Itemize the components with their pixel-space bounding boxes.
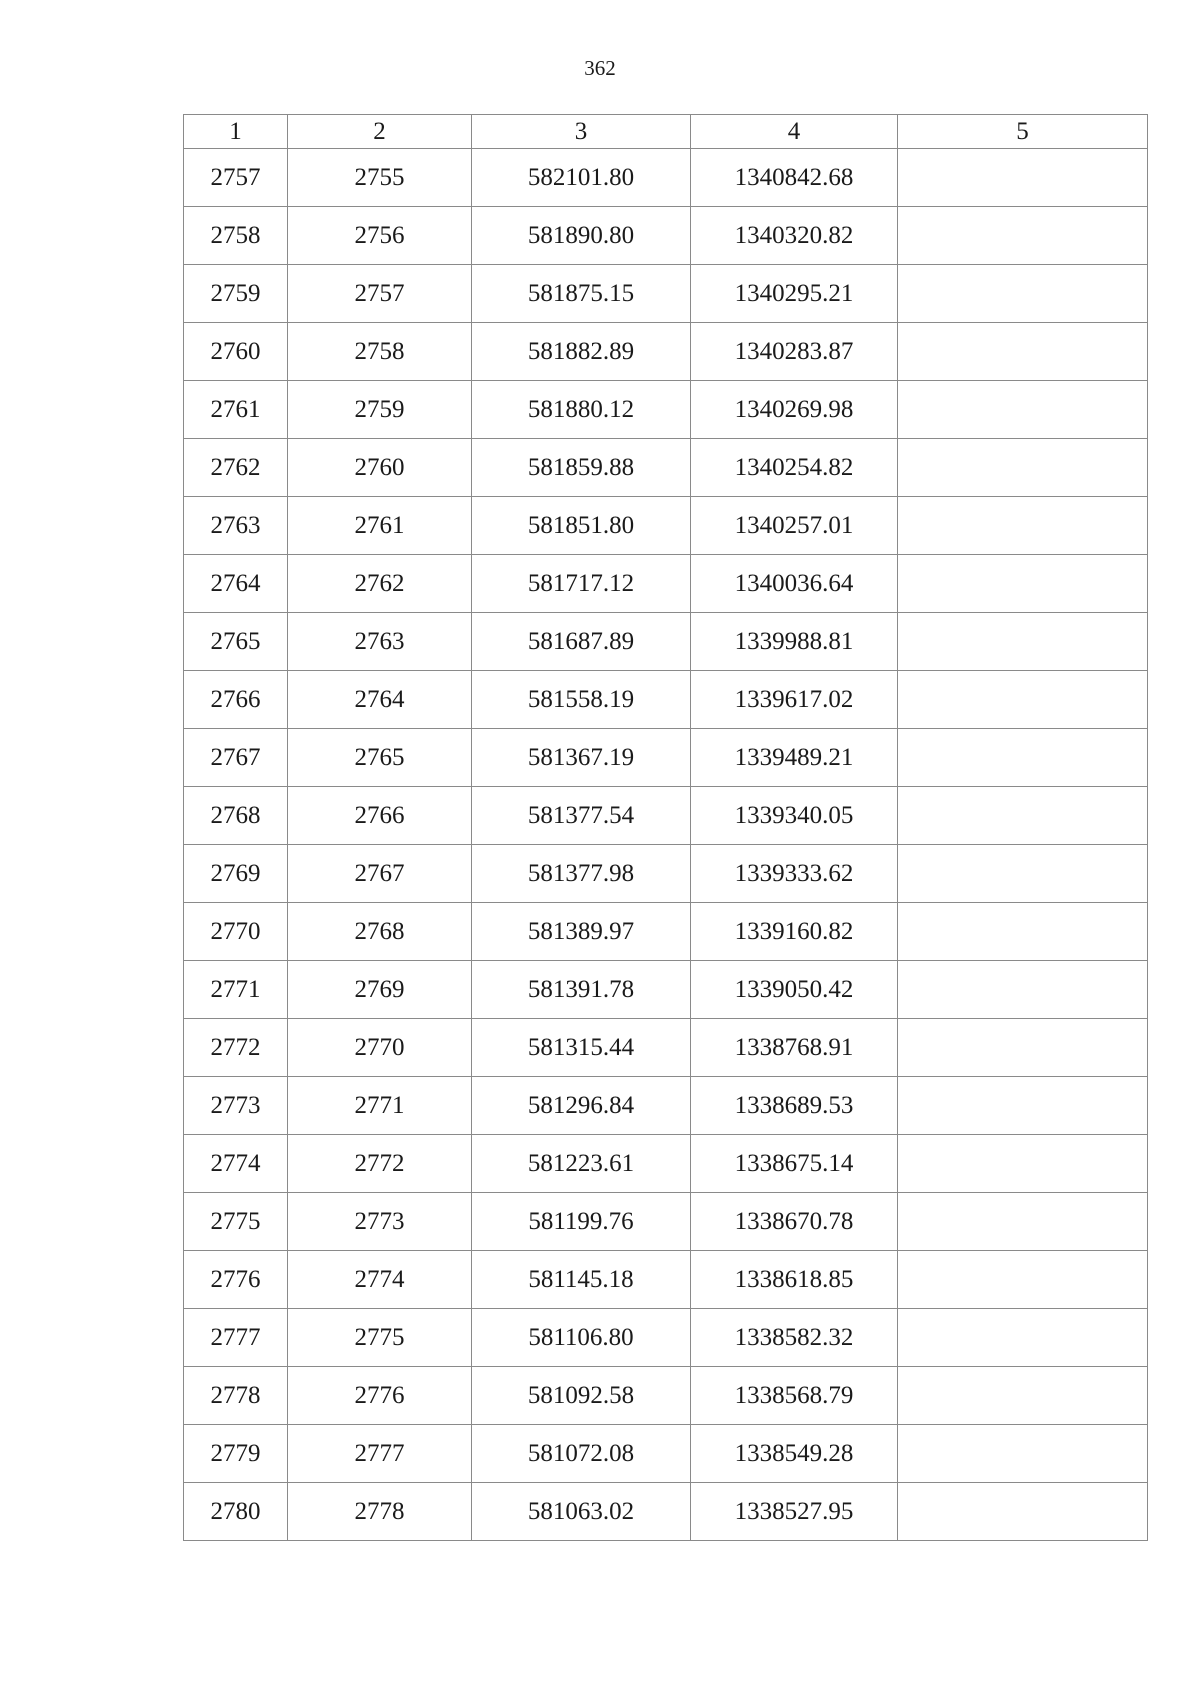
cell-point-number: 2771 <box>184 961 288 1019</box>
cell-point-number: 2773 <box>184 1077 288 1135</box>
cell-point-number: 2764 <box>184 555 288 613</box>
cell-ref-number: 2775 <box>288 1309 472 1367</box>
cell-note <box>898 729 1148 787</box>
cell-point-number: 2760 <box>184 323 288 381</box>
cell-ref-number: 2757 <box>288 265 472 323</box>
cell-point-number: 2779 <box>184 1425 288 1483</box>
table-row <box>184 845 1148 903</box>
cell-y-coordinate: 1339050.42 <box>691 961 898 1019</box>
table-row <box>184 1077 1148 1135</box>
cell-ref-number: 2766 <box>288 787 472 845</box>
cell-x-coordinate: 581223.61 <box>472 1135 691 1193</box>
cell-point-number: 2770 <box>184 903 288 961</box>
column-header-5: 5 <box>898 115 1148 149</box>
table-row <box>184 903 1148 961</box>
cell-note <box>898 1483 1148 1541</box>
table-row <box>184 381 1148 439</box>
cell-point-number: 2777 <box>184 1309 288 1367</box>
cell-x-coordinate: 581391.78 <box>472 961 691 1019</box>
cell-x-coordinate: 581072.08 <box>472 1425 691 1483</box>
cell-note <box>898 555 1148 613</box>
cell-point-number: 2778 <box>184 1367 288 1425</box>
cell-note <box>898 381 1148 439</box>
cell-y-coordinate: 1339333.62 <box>691 845 898 903</box>
cell-x-coordinate: 581145.18 <box>472 1251 691 1309</box>
table-row <box>184 1309 1148 1367</box>
cell-ref-number: 2761 <box>288 497 472 555</box>
cell-note <box>898 903 1148 961</box>
cell-x-coordinate: 581851.80 <box>472 497 691 555</box>
cell-note <box>898 1077 1148 1135</box>
cell-x-coordinate: 581092.58 <box>472 1367 691 1425</box>
cell-ref-number: 2777 <box>288 1425 472 1483</box>
cell-y-coordinate: 1338675.14 <box>691 1135 898 1193</box>
cell-ref-number: 2769 <box>288 961 472 1019</box>
cell-x-coordinate: 581859.88 <box>472 439 691 497</box>
table-row <box>184 961 1148 1019</box>
page-number: 362 <box>584 56 616 80</box>
table-header <box>184 115 1148 149</box>
cell-note <box>898 265 1148 323</box>
cell-y-coordinate: 1339988.81 <box>691 613 898 671</box>
table-body <box>184 149 1148 1541</box>
cell-note <box>898 1019 1148 1077</box>
cell-point-number: 2775 <box>184 1193 288 1251</box>
cell-y-coordinate: 1339617.02 <box>691 671 898 729</box>
coordinates-table <box>183 114 1148 1541</box>
table-row <box>184 265 1148 323</box>
column-header-1: 1 <box>184 115 288 149</box>
table-row <box>184 787 1148 845</box>
cell-note <box>898 1309 1148 1367</box>
cell-ref-number: 2758 <box>288 323 472 381</box>
column-header-4: 4 <box>691 115 898 149</box>
cell-x-coordinate: 581106.80 <box>472 1309 691 1367</box>
cell-y-coordinate: 1339489.21 <box>691 729 898 787</box>
cell-point-number: 2772 <box>184 1019 288 1077</box>
cell-note <box>898 787 1148 845</box>
cell-ref-number: 2772 <box>288 1135 472 1193</box>
cell-ref-number: 2764 <box>288 671 472 729</box>
cell-point-number: 2774 <box>184 1135 288 1193</box>
table-row <box>184 1483 1148 1541</box>
cell-note <box>898 961 1148 1019</box>
cell-point-number: 2769 <box>184 845 288 903</box>
cell-point-number: 2759 <box>184 265 288 323</box>
cell-note <box>898 613 1148 671</box>
cell-point-number: 2776 <box>184 1251 288 1309</box>
cell-ref-number: 2768 <box>288 903 472 961</box>
cell-x-coordinate: 581875.15 <box>472 265 691 323</box>
cell-y-coordinate: 1338670.78 <box>691 1193 898 1251</box>
cell-y-coordinate: 1340257.01 <box>691 497 898 555</box>
cell-note <box>898 1251 1148 1309</box>
cell-y-coordinate: 1338689.53 <box>691 1077 898 1135</box>
cell-note <box>898 671 1148 729</box>
cell-ref-number: 2763 <box>288 613 472 671</box>
table-row <box>184 323 1148 381</box>
cell-x-coordinate: 581367.19 <box>472 729 691 787</box>
cell-ref-number: 2765 <box>288 729 472 787</box>
table-row <box>184 439 1148 497</box>
cell-x-coordinate: 581882.89 <box>472 323 691 381</box>
cell-x-coordinate: 581890.80 <box>472 207 691 265</box>
cell-x-coordinate: 582101.80 <box>472 149 691 207</box>
cell-y-coordinate: 1340283.87 <box>691 323 898 381</box>
table-row <box>184 1193 1148 1251</box>
cell-ref-number: 2771 <box>288 1077 472 1135</box>
cell-ref-number: 2773 <box>288 1193 472 1251</box>
cell-note <box>898 497 1148 555</box>
header-row <box>184 115 1148 149</box>
cell-note <box>898 1425 1148 1483</box>
cell-y-coordinate: 1340036.64 <box>691 555 898 613</box>
cell-note <box>898 845 1148 903</box>
cell-point-number: 2767 <box>184 729 288 787</box>
cell-y-coordinate: 1339340.05 <box>691 787 898 845</box>
cell-ref-number: 2778 <box>288 1483 472 1541</box>
table-row <box>184 207 1148 265</box>
cell-y-coordinate: 1338768.91 <box>691 1019 898 1077</box>
cell-x-coordinate: 581377.98 <box>472 845 691 903</box>
table-row <box>184 1425 1148 1483</box>
cell-point-number: 2758 <box>184 207 288 265</box>
cell-note <box>898 1367 1148 1425</box>
cell-x-coordinate: 581717.12 <box>472 555 691 613</box>
cell-ref-number: 2776 <box>288 1367 472 1425</box>
table-row <box>184 671 1148 729</box>
cell-point-number: 2757 <box>184 149 288 207</box>
cell-note <box>898 1135 1148 1193</box>
cell-point-number: 2763 <box>184 497 288 555</box>
table-row <box>184 1367 1148 1425</box>
cell-point-number: 2761 <box>184 381 288 439</box>
cell-x-coordinate: 581377.54 <box>472 787 691 845</box>
cell-note <box>898 323 1148 381</box>
cell-note <box>898 207 1148 265</box>
table-row <box>184 613 1148 671</box>
cell-x-coordinate: 581199.76 <box>472 1193 691 1251</box>
cell-note <box>898 1193 1148 1251</box>
cell-y-coordinate: 1338568.79 <box>691 1367 898 1425</box>
cell-point-number: 2768 <box>184 787 288 845</box>
cell-y-coordinate: 1338582.32 <box>691 1309 898 1367</box>
cell-ref-number: 2759 <box>288 381 472 439</box>
table-row <box>184 1019 1148 1077</box>
cell-y-coordinate: 1340269.98 <box>691 381 898 439</box>
cell-ref-number: 2760 <box>288 439 472 497</box>
cell-y-coordinate: 1340842.68 <box>691 149 898 207</box>
column-header-3: 3 <box>472 115 691 149</box>
cell-point-number: 2765 <box>184 613 288 671</box>
cell-x-coordinate: 581063.02 <box>472 1483 691 1541</box>
cell-point-number: 2766 <box>184 671 288 729</box>
cell-x-coordinate: 581880.12 <box>472 381 691 439</box>
cell-ref-number: 2762 <box>288 555 472 613</box>
cell-point-number: 2780 <box>184 1483 288 1541</box>
cell-y-coordinate: 1340295.21 <box>691 265 898 323</box>
cell-y-coordinate: 1338549.28 <box>691 1425 898 1483</box>
cell-ref-number: 2767 <box>288 845 472 903</box>
cell-x-coordinate: 581315.44 <box>472 1019 691 1077</box>
cell-ref-number: 2770 <box>288 1019 472 1077</box>
cell-x-coordinate: 581389.97 <box>472 903 691 961</box>
cell-point-number: 2762 <box>184 439 288 497</box>
column-header-2: 2 <box>288 115 472 149</box>
cell-y-coordinate: 1338527.95 <box>691 1483 898 1541</box>
table-row <box>184 497 1148 555</box>
cell-y-coordinate: 1338618.85 <box>691 1251 898 1309</box>
cell-note <box>898 149 1148 207</box>
cell-y-coordinate: 1340320.82 <box>691 207 898 265</box>
cell-ref-number: 2755 <box>288 149 472 207</box>
table-row <box>184 1251 1148 1309</box>
cell-x-coordinate: 581296.84 <box>472 1077 691 1135</box>
cell-ref-number: 2774 <box>288 1251 472 1309</box>
cell-x-coordinate: 581687.89 <box>472 613 691 671</box>
cell-note <box>898 439 1148 497</box>
cell-ref-number: 2756 <box>288 207 472 265</box>
cell-y-coordinate: 1339160.82 <box>691 903 898 961</box>
table-row <box>184 149 1148 207</box>
cell-y-coordinate: 1340254.82 <box>691 439 898 497</box>
cell-x-coordinate: 581558.19 <box>472 671 691 729</box>
table-row <box>184 555 1148 613</box>
table-row <box>184 1135 1148 1193</box>
table-row <box>184 729 1148 787</box>
